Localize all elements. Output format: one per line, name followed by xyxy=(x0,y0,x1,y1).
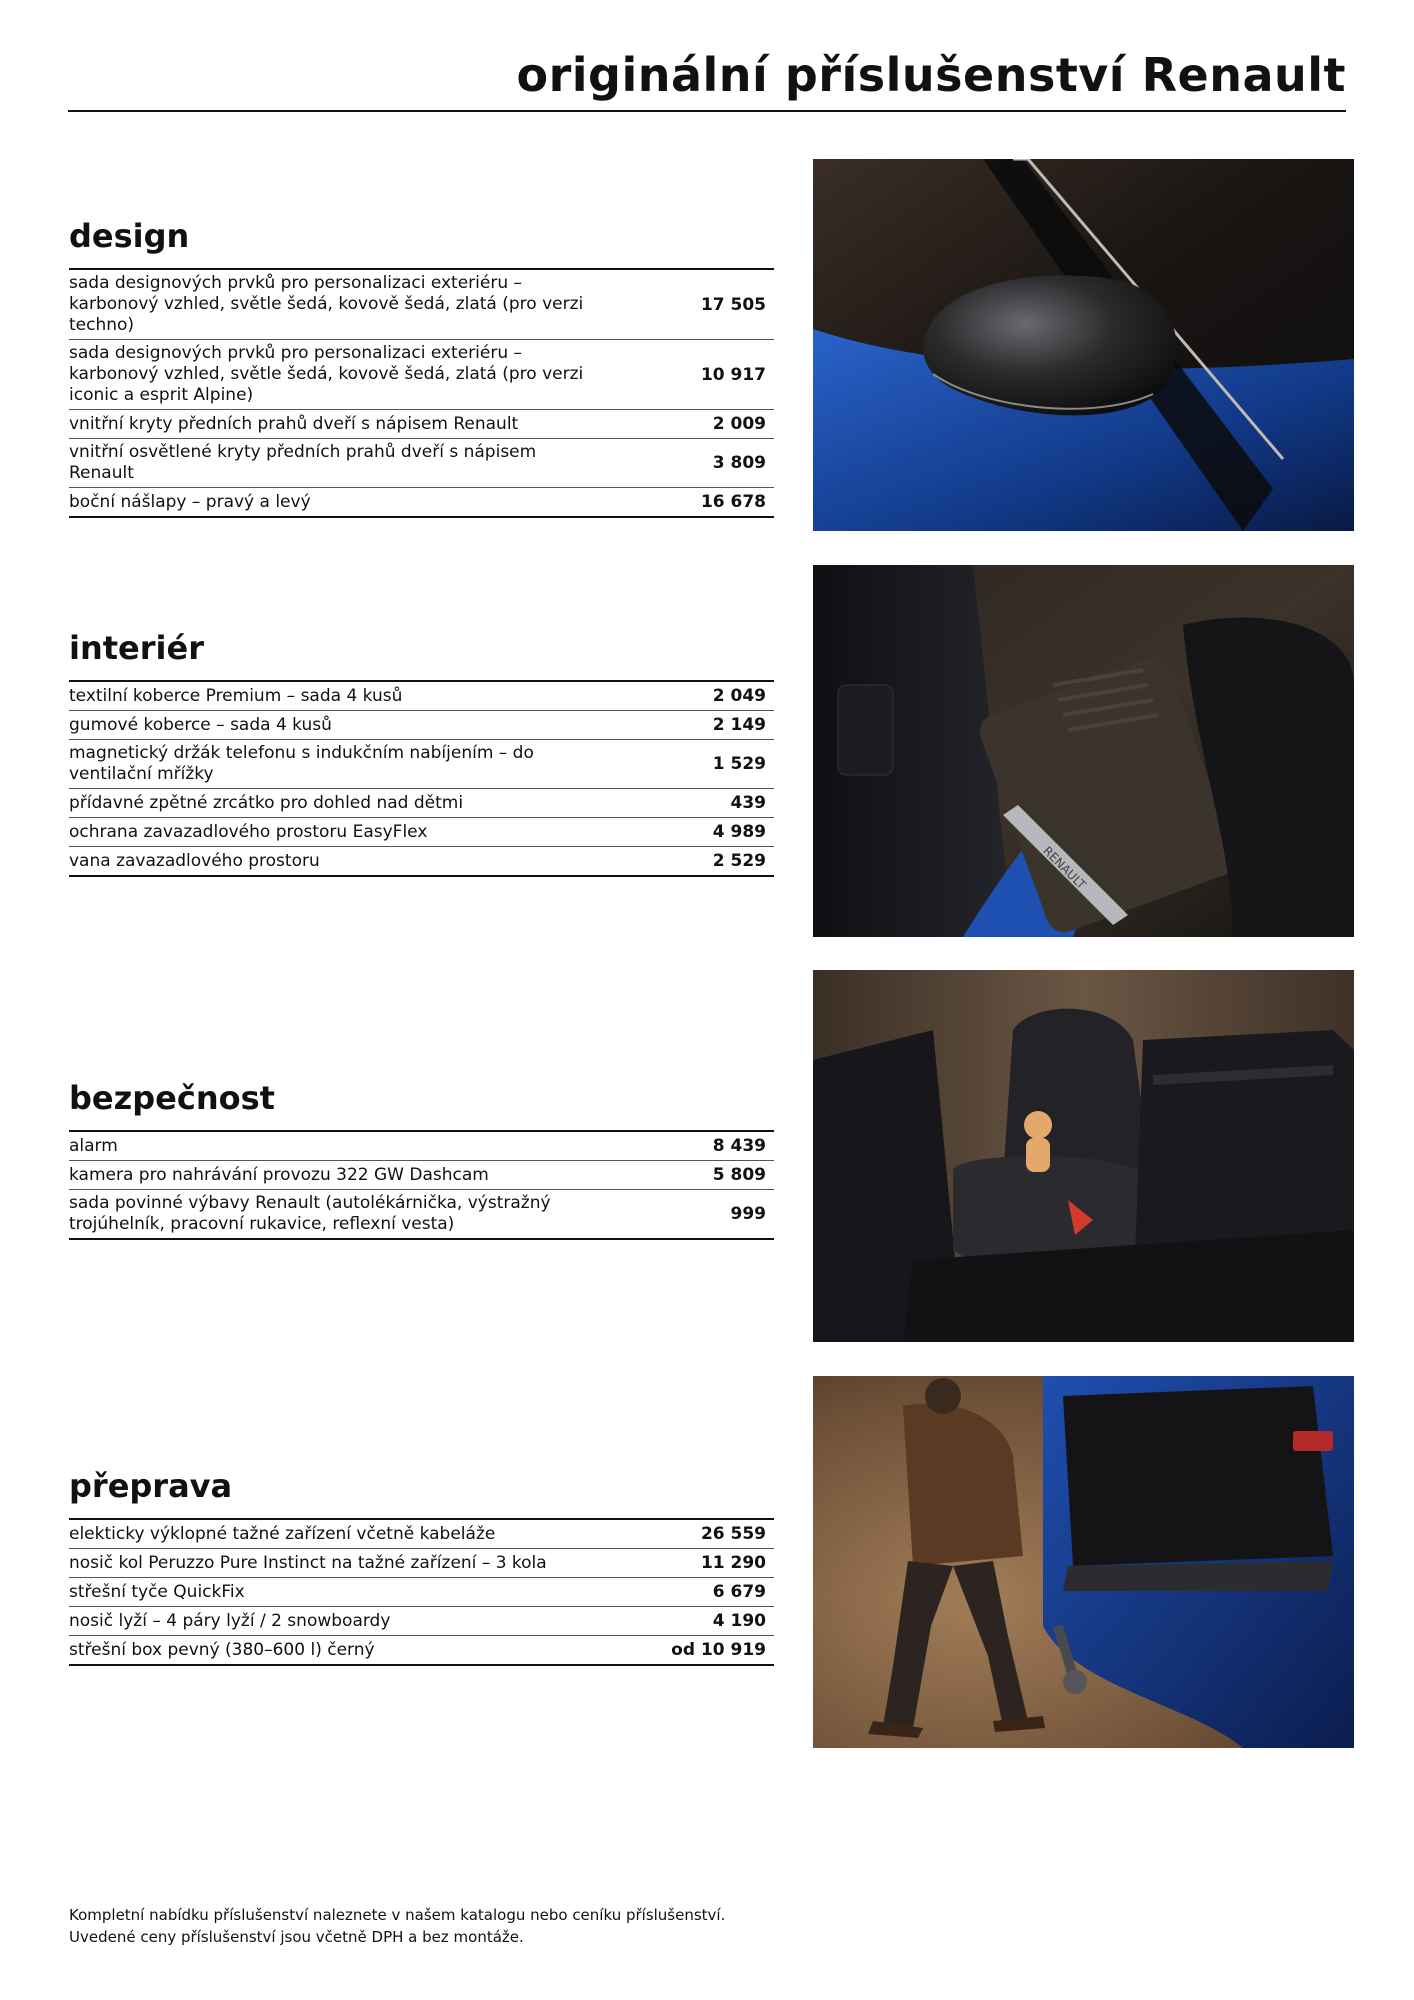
item-price: 5 809 xyxy=(712,1165,766,1185)
item-name: textilní koberce Premium – sada 4 kusů xyxy=(69,685,403,706)
item-price: 2 009 xyxy=(712,414,766,434)
section-heading: přeprava xyxy=(69,1467,233,1505)
footer-line: Kompletní nabídku příslušenství naleznete v našem katalogu nebo ceníku příslušenství. xyxy=(69,1906,726,1924)
section-interior xyxy=(69,628,774,877)
item-name: vnitřní osvětlené kryty předních prahů dveří s nápisem Renault xyxy=(69,442,537,483)
section-design xyxy=(69,216,774,518)
item-name: střešní tyče QuickFix xyxy=(69,1581,245,1602)
item-name: nosič lyží – 4 páry lyží / 2 snowboardy xyxy=(69,1610,391,1631)
item-price: 6 679 xyxy=(712,1582,766,1602)
table-row xyxy=(69,1132,774,1161)
item-name: sada designových prvků pro personalizaci exteriéru – karbonový vzhled, světle šedá, kovově šedá, zlatá (pro verzi techno) xyxy=(69,273,584,335)
item-name: ochrana zavazadlového prostoru EasyFlex xyxy=(69,821,428,842)
table-row xyxy=(69,439,774,488)
item-price: 4 989 xyxy=(712,822,766,842)
table-row xyxy=(69,818,774,847)
table-row xyxy=(69,1549,774,1578)
section-transport xyxy=(69,1466,774,1666)
section-heading: interiér xyxy=(69,629,204,667)
item-name: sada designových prvků pro personalizaci exteriéru – karbonový vzhled, světle šedá, kovově šedá, zlatá (pro verzi iconic a esprit Alpine) xyxy=(69,343,584,405)
item-price: 2 149 xyxy=(712,715,766,735)
table-row xyxy=(69,789,774,818)
item-price: 8 439 xyxy=(712,1136,766,1156)
table-row xyxy=(69,847,774,877)
item-name: sada povinné výbavy Renault (autolékárnička, výstražný trojúhelník, pracovní rukavice, reflexní vesta) xyxy=(69,1193,551,1234)
item-price: 26 559 xyxy=(700,1524,766,1544)
table-row xyxy=(69,711,774,740)
item-price: 2 049 xyxy=(712,686,766,706)
carbon-mirror-photo xyxy=(813,159,1354,531)
section-safety xyxy=(69,1078,774,1240)
table-row xyxy=(69,1578,774,1607)
item-price: 11 290 xyxy=(700,1553,766,1573)
item-name: kamera pro nahrávání provozu 322 GW Dashcam xyxy=(69,1164,489,1185)
table-row xyxy=(69,1636,774,1666)
table-row xyxy=(69,1607,774,1636)
price-table xyxy=(69,1518,774,1666)
item-price: 4 190 xyxy=(712,1611,766,1631)
item-name: vana zavazadlového prostoru xyxy=(69,850,320,871)
table-row xyxy=(69,740,774,789)
item-price: 999 xyxy=(730,1204,766,1224)
item-name: vnitřní kryty předních prahů dveří s nápisem Renault xyxy=(69,413,519,434)
table-row xyxy=(69,340,774,410)
item-name: alarm xyxy=(69,1135,118,1156)
table-row xyxy=(69,682,774,711)
floor-mat-photo xyxy=(813,565,1354,937)
item-name: boční nášlapy – pravý a levý xyxy=(69,491,311,512)
section-heading: design xyxy=(69,217,190,255)
section-heading: bezpečnost xyxy=(69,1079,275,1117)
tow-bar-photo xyxy=(813,1376,1354,1748)
table-row xyxy=(69,1520,774,1549)
table-row xyxy=(69,488,774,518)
child-seat-photo xyxy=(813,970,1354,1342)
item-price: 17 505 xyxy=(700,294,766,315)
table-row xyxy=(69,410,774,439)
item-price: 3 809 xyxy=(712,453,766,473)
item-price: od 10 919 xyxy=(671,1640,766,1660)
item-price: 16 678 xyxy=(700,492,766,512)
item-price: 439 xyxy=(730,793,766,813)
price-table xyxy=(69,268,774,518)
table-row xyxy=(69,270,774,340)
item-name: magnetický držák telefonu s indukčním nabíjením – do ventilační mřížky xyxy=(69,743,534,784)
table-row xyxy=(69,1190,774,1240)
page-title: originální příslušenství Renault xyxy=(516,48,1346,102)
item-price: 2 529 xyxy=(712,851,766,871)
item-name: nosič kol Peruzzo Pure Instinct na tažné zařízení – 3 kola xyxy=(69,1552,547,1573)
item-name: elekticky výklopné tažné zařízení včetně kabeláže xyxy=(69,1523,496,1544)
sill-label: RENAULT xyxy=(1040,843,1089,892)
footer-line: Uvedené ceny příslušenství jsou včetně DPH a bez montáže. xyxy=(69,1928,524,1946)
item-price: 1 529 xyxy=(712,754,766,774)
price-table xyxy=(69,1130,774,1240)
item-name: střešní box pevný (380–600 l) černý xyxy=(69,1639,375,1660)
item-name: gumové koberce – sada 4 kusů xyxy=(69,714,332,735)
item-name: přídavné zpětné zrcátko pro dohled nad dětmi xyxy=(69,792,464,813)
item-price: 10 917 xyxy=(700,364,766,385)
price-table xyxy=(69,680,774,877)
title-divider xyxy=(68,110,1346,112)
footer-note xyxy=(69,1904,725,1948)
table-row xyxy=(69,1161,774,1190)
